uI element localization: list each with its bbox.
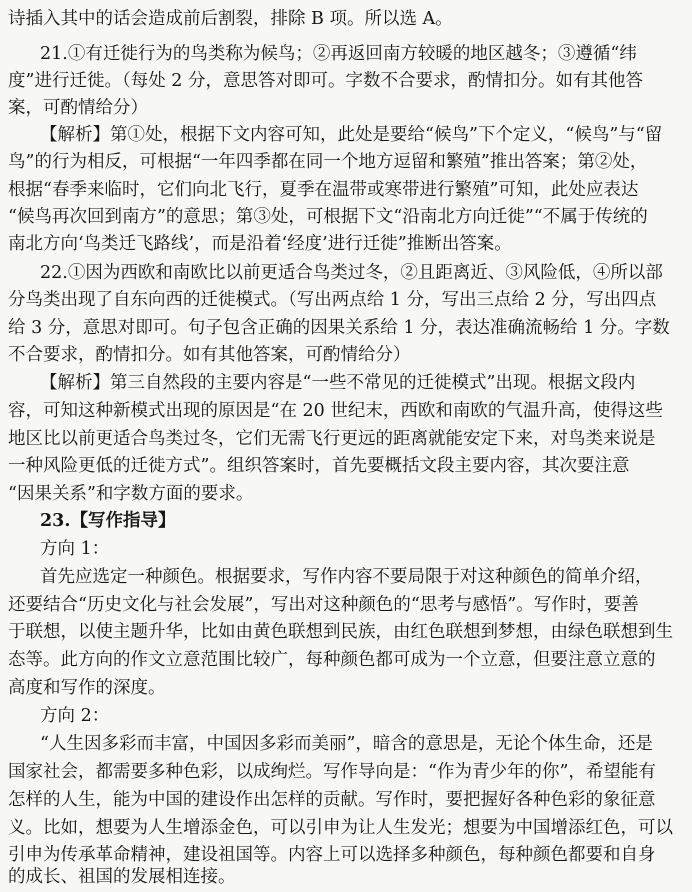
- text-line: 根据“春季来临时，它们向北飞行，夏季在温带或寒带进行繁殖”可知，此处应表达: [8, 180, 639, 200]
- text-line: 给 3 分，意思对即可。句子包含正确的因果关系给 1 分，表达准确流畅给 1 分。字数: [8, 318, 670, 338]
- text-line: 诗插入其中的话会造成前后割裂，排除 B 项。所以选 A。: [8, 9, 453, 29]
- text-line: 度”进行迁徙。（每处 2 分，意思答对即可。字数不合要求，酌情扣分。如有其他答: [8, 71, 643, 91]
- text-line: 国家社会，都需要多种色彩，以成绚烂。写作导向是：“作为青少年的你”，希望能有: [8, 762, 656, 782]
- text-line: 怎样的人生，能为中国的建设作出怎样的贡献。写作时，要把握好各种色彩的象征意: [8, 790, 656, 810]
- text-line: 不合要求，酌情扣分。如有其他答案，可酌情给分）: [8, 345, 411, 365]
- text-line: 鸟”的行为相反，可根据“一年四季都在同一个地方逗留和繁殖”推出答案；第②处，: [8, 152, 648, 172]
- analysis-21: 【解析】第①处，根据下文内容可知，此处是要给“候鸟”下个定义，“候鸟”与“留: [40, 125, 663, 145]
- text-line: 义。比如，想要为人生增添金色，可以引申为让人生发光；想要为中国增添红色，可以: [8, 818, 673, 838]
- question-21-answer: 21.①有迁徙行为的鸟类称为候鸟；②再返回南方较暖的地区越冬；③遵循“纬: [40, 44, 637, 64]
- text-line: 分鸟类出现了自东向西的迁徙模式。（写出两点给 1 分，写出三点给 2 分，写出四点: [8, 290, 657, 310]
- text-line: 容，可知这种新模式出现的原因是“在 20 世纪末，西欧和南欧的气温升高，使得这些: [8, 401, 663, 421]
- question-23-heading: 23.【写作指导】: [40, 511, 176, 531]
- text-line: “因果关系”和字数方面的要求。: [8, 484, 254, 504]
- analysis-22: 【解析】第三自然段的主要内容是“一些不常见的迁徙模式”出现。根据文段内: [40, 373, 636, 393]
- direction-2-text: “人生因多彩而丰富，中国因多彩而美丽”，暗含的意思是，无论个体生命，还是: [40, 734, 653, 754]
- text-line: 还要结合“历史文化与社会发展”，写出对这种颜色的“思考与感悟”。写作时，要善: [8, 595, 639, 615]
- direction-1-text: 首先应选定一种颜色。根据要求，写作内容不要局限于对这种颜色的简单介绍，: [40, 567, 653, 587]
- text-line: “候鸟再次回到南方”的意思；第③处，可根据下文“沿南北方向迁徙”“不属于传统的: [8, 207, 648, 227]
- text-line: 一种风险更低的迁徙方式”。组织答案时，首先要概括文段主要内容，其次要注意: [8, 456, 630, 476]
- text-line: 的成长、祖国的发展相连接。: [8, 867, 236, 887]
- text-line: 案，可酌情给分）: [8, 98, 148, 118]
- text-line: 于联想，以使主题升华，比如由黄色联想到民族，由红色联想到梦想，由绿色联想到生: [8, 622, 673, 642]
- question-22-answer: 22.①因为西欧和南欧比以前更适合鸟类过冬，②且距离近、③风险低，④所以部: [40, 263, 663, 283]
- text-line: 南北方向‘鸟类迁飞路线’，而是沿着‘经度’进行迁徙”推断出答案。: [8, 234, 512, 254]
- direction-1-heading: 方向 1：: [40, 539, 110, 559]
- text-line: 引申为传承革命精神，建设祖国等。内容上可以选择多种颜色，每种颜色都要和自身: [8, 845, 656, 865]
- direction-2-heading: 方向 2：: [40, 706, 110, 726]
- text-line: 地区比以前更适合鸟类过冬，它们无需飞行更远的距离就能安定下来，对鸟类来说是: [8, 429, 656, 449]
- text-line: 高度和写作的深度。: [8, 678, 166, 698]
- text-line: 态等。此方向的作文立意范围比较广，每种颜色都可成为一个立意，但要注意立意的: [8, 650, 656, 670]
